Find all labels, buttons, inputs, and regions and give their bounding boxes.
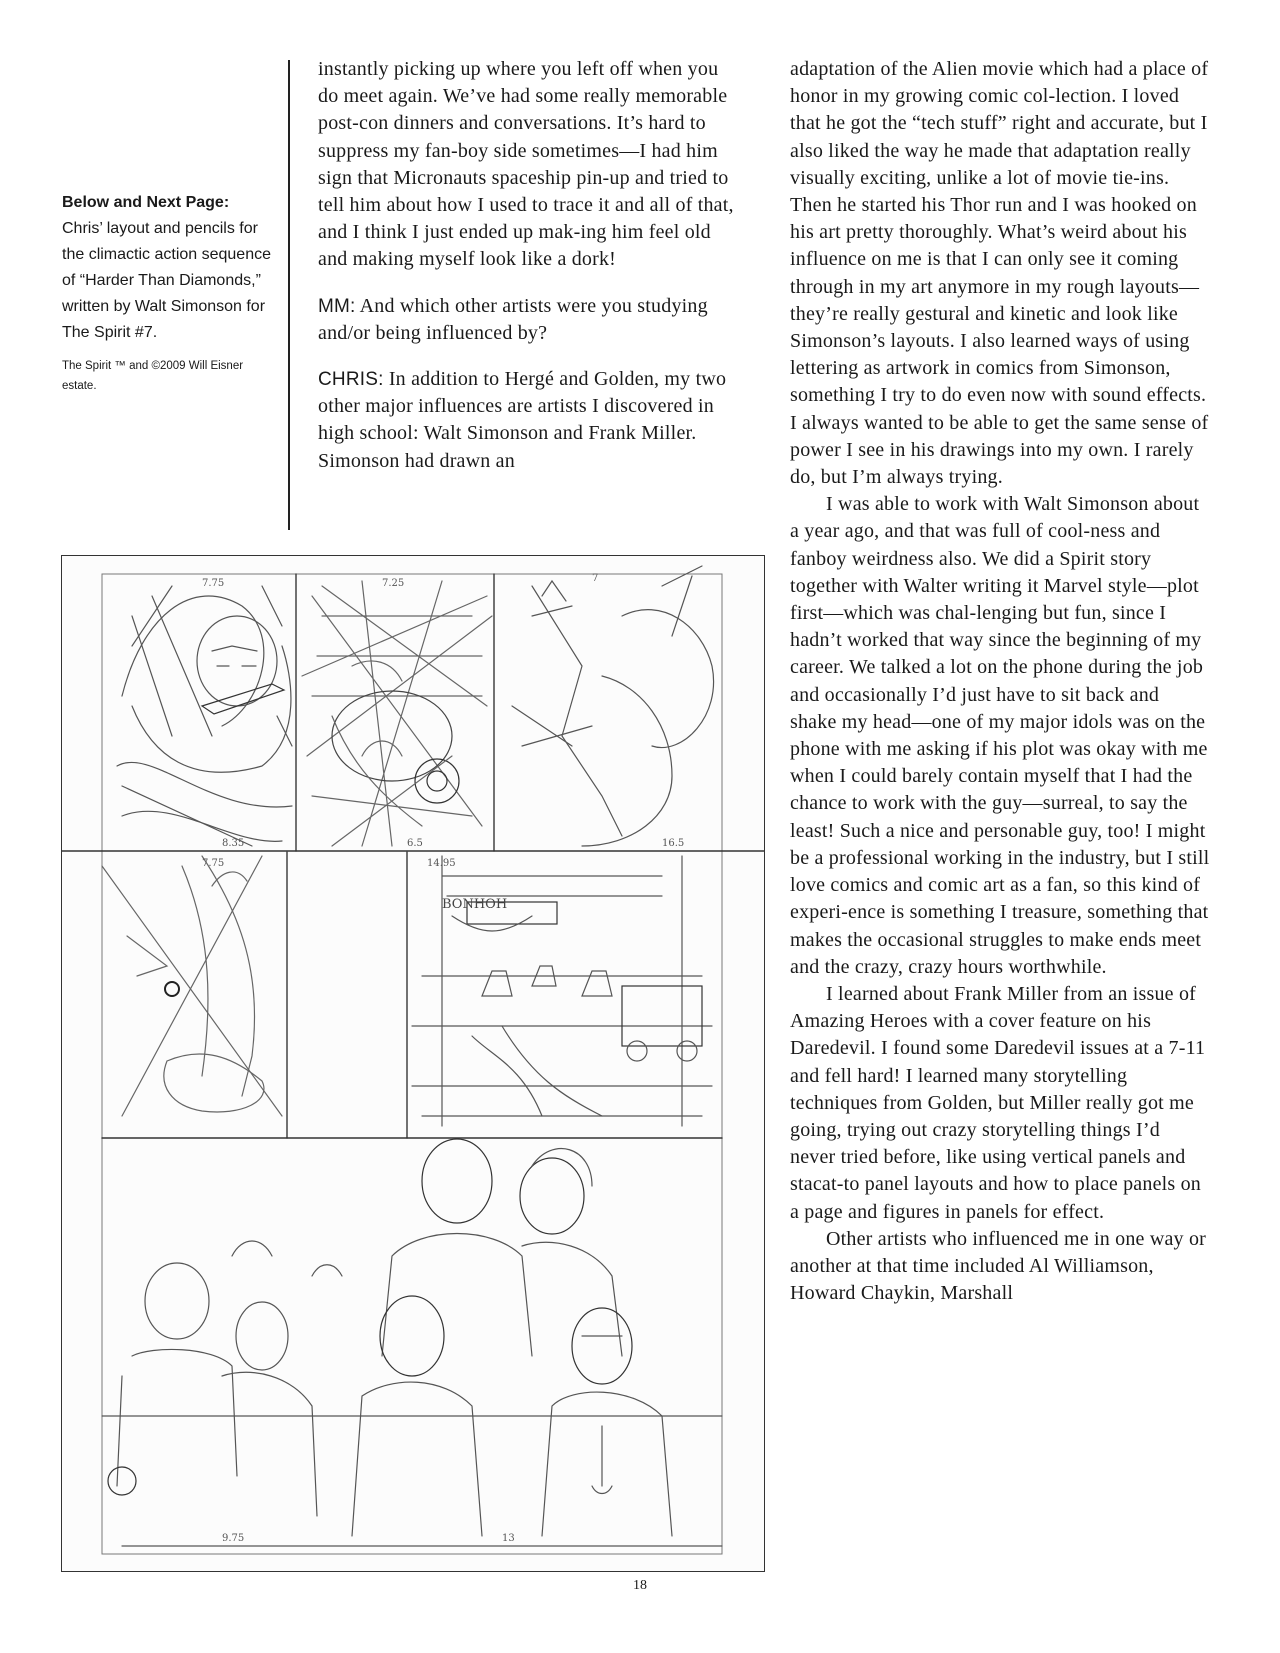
caption-body: Chris’ layout and pencils for the climactic action sequence of “Harder Than Diamonds,” written by Walt Simonson for The Spirit #7. [62, 220, 271, 341]
paragraph: Other artists who influenced me in one way or another at that time included Al Williamson, Howard Chaykin, Marshall [790, 1227, 1207, 1305]
panel-mark: 14.95 [427, 858, 456, 869]
caption-heading: Below and Next Page: [62, 194, 230, 211]
panel-mark: 7.25 [382, 578, 405, 589]
interview-answer [318, 366, 738, 475]
interview-question [318, 293, 738, 347]
panel-mark: 7 [592, 573, 599, 584]
sign-text: BONHOH [442, 897, 508, 912]
paragraph: adaptation of the Alien movie which had a place of honor in my growing comic col-lection. I loved that he got the “tech stuff” right and accurate, but I also liked the way he made that adaptation really visually exciting, unlike a lot of movie tie-ins. Then he started his Thor run and I was hooked on his art pretty thoroughly. What’s weird about his influence on me is that I can only see it coming through in my art anymore in my rough layouts—they’re really gestural and kinetic and look like Simonson’s layouts. I also learned ways of using lettering as artwork in comics from Simonson, something I try to do even now with sound effects. I always wanted to be able to get the same sense of power I see in his drawings into my own. I rarely do, but I’m always trying. [790, 58, 1209, 489]
panel-mark: 7.75 [202, 578, 225, 589]
panel-annotations [202, 573, 684, 1544]
text-column-middle [318, 56, 738, 475]
panel-6-sketch [102, 1139, 722, 1546]
paragraph: instantly picking up where you left off when you do meet again. We’ve had some really memorable post-con dinners and conversations. It’s hard to suppress my fan-boy side sometimes—I had him sign that Micronauts spaceship pin-up and tried to tell him about how I used to trace it and all of that, and I think I just ended up mak-ing him feel old and making myself look like a dork! [318, 58, 734, 271]
speaker-label: CHRIS: [318, 369, 384, 391]
paragraph: I was able to work with Walt Simonson about a year ago, and that was full of cool-ness and fanboy weirdness also. We did a Spirit story together with Walter writing it Marvel style—plot first—which was chal-lenging but fun, since I hadn’t worked that way since the beginning of my career. We talked a lot on the phone during the job and occasionally I’d just have to sit back and shake my head—one of my major idols was on the phone with me asking if his plot was okay with me when I could barely contain myself that I had the chance to work with the guy—surreal, to say the least! Such a nice and personable guy, too! I might be a professional working in the industry, but I still love comics and comic art as a fan, so this kind of experi-ence is something I treasure, something that makes the occasional struggles to make ends meet and the crazy, crazy hours worthwhile. [790, 493, 1210, 978]
panel-4-sketch [102, 856, 282, 1116]
text-column-right [790, 56, 1210, 1307]
panel-mark: 7.75 [202, 858, 225, 869]
panel-mark: 8.35 [222, 838, 245, 849]
pencil-layout-artwork [61, 555, 765, 1572]
panel-mark: 13 [502, 1533, 515, 1544]
panel-mark: 9.75 [222, 1533, 245, 1544]
panel-mark: 6.5 [407, 838, 423, 849]
paragraph: I learned about Frank Miller from an issue of Amazing Heroes with a cover feature on his Daredevil. I found some Daredevil issues at a 7-11 and fell hard! I learned many storytelling techniques from Golden, but Miller really got me going, trying out crazy storytelling things I’d never tried before, like using vertical panels and stacat-to panel layouts and how to place panels on a page and figures in panels for effect. [790, 982, 1206, 1223]
page-border-guide [102, 574, 722, 1554]
figure-caption [62, 190, 272, 396]
panel-mark: 16.5 [662, 838, 685, 849]
comic-page-sketch [62, 556, 764, 1571]
speaker-label: MM: [318, 295, 356, 317]
question-text: And which other artists were you studying and/or being influenced by? [318, 294, 708, 344]
panel-1-sketch [117, 586, 292, 846]
panel-3-sketch [512, 566, 714, 846]
page-number: 18 [633, 1578, 647, 1593]
answer-text: In addition to Hergé and Golden, my two other major influences are artists I discovered in high school: Walt Simonson and Frank Miller. Simonson had drawn an [318, 368, 727, 472]
column-divider [288, 60, 290, 530]
panel-2-sketch [302, 581, 492, 846]
caption-credit: The Spirit ™ and ©2009 Will Eisner estate. [62, 360, 244, 392]
